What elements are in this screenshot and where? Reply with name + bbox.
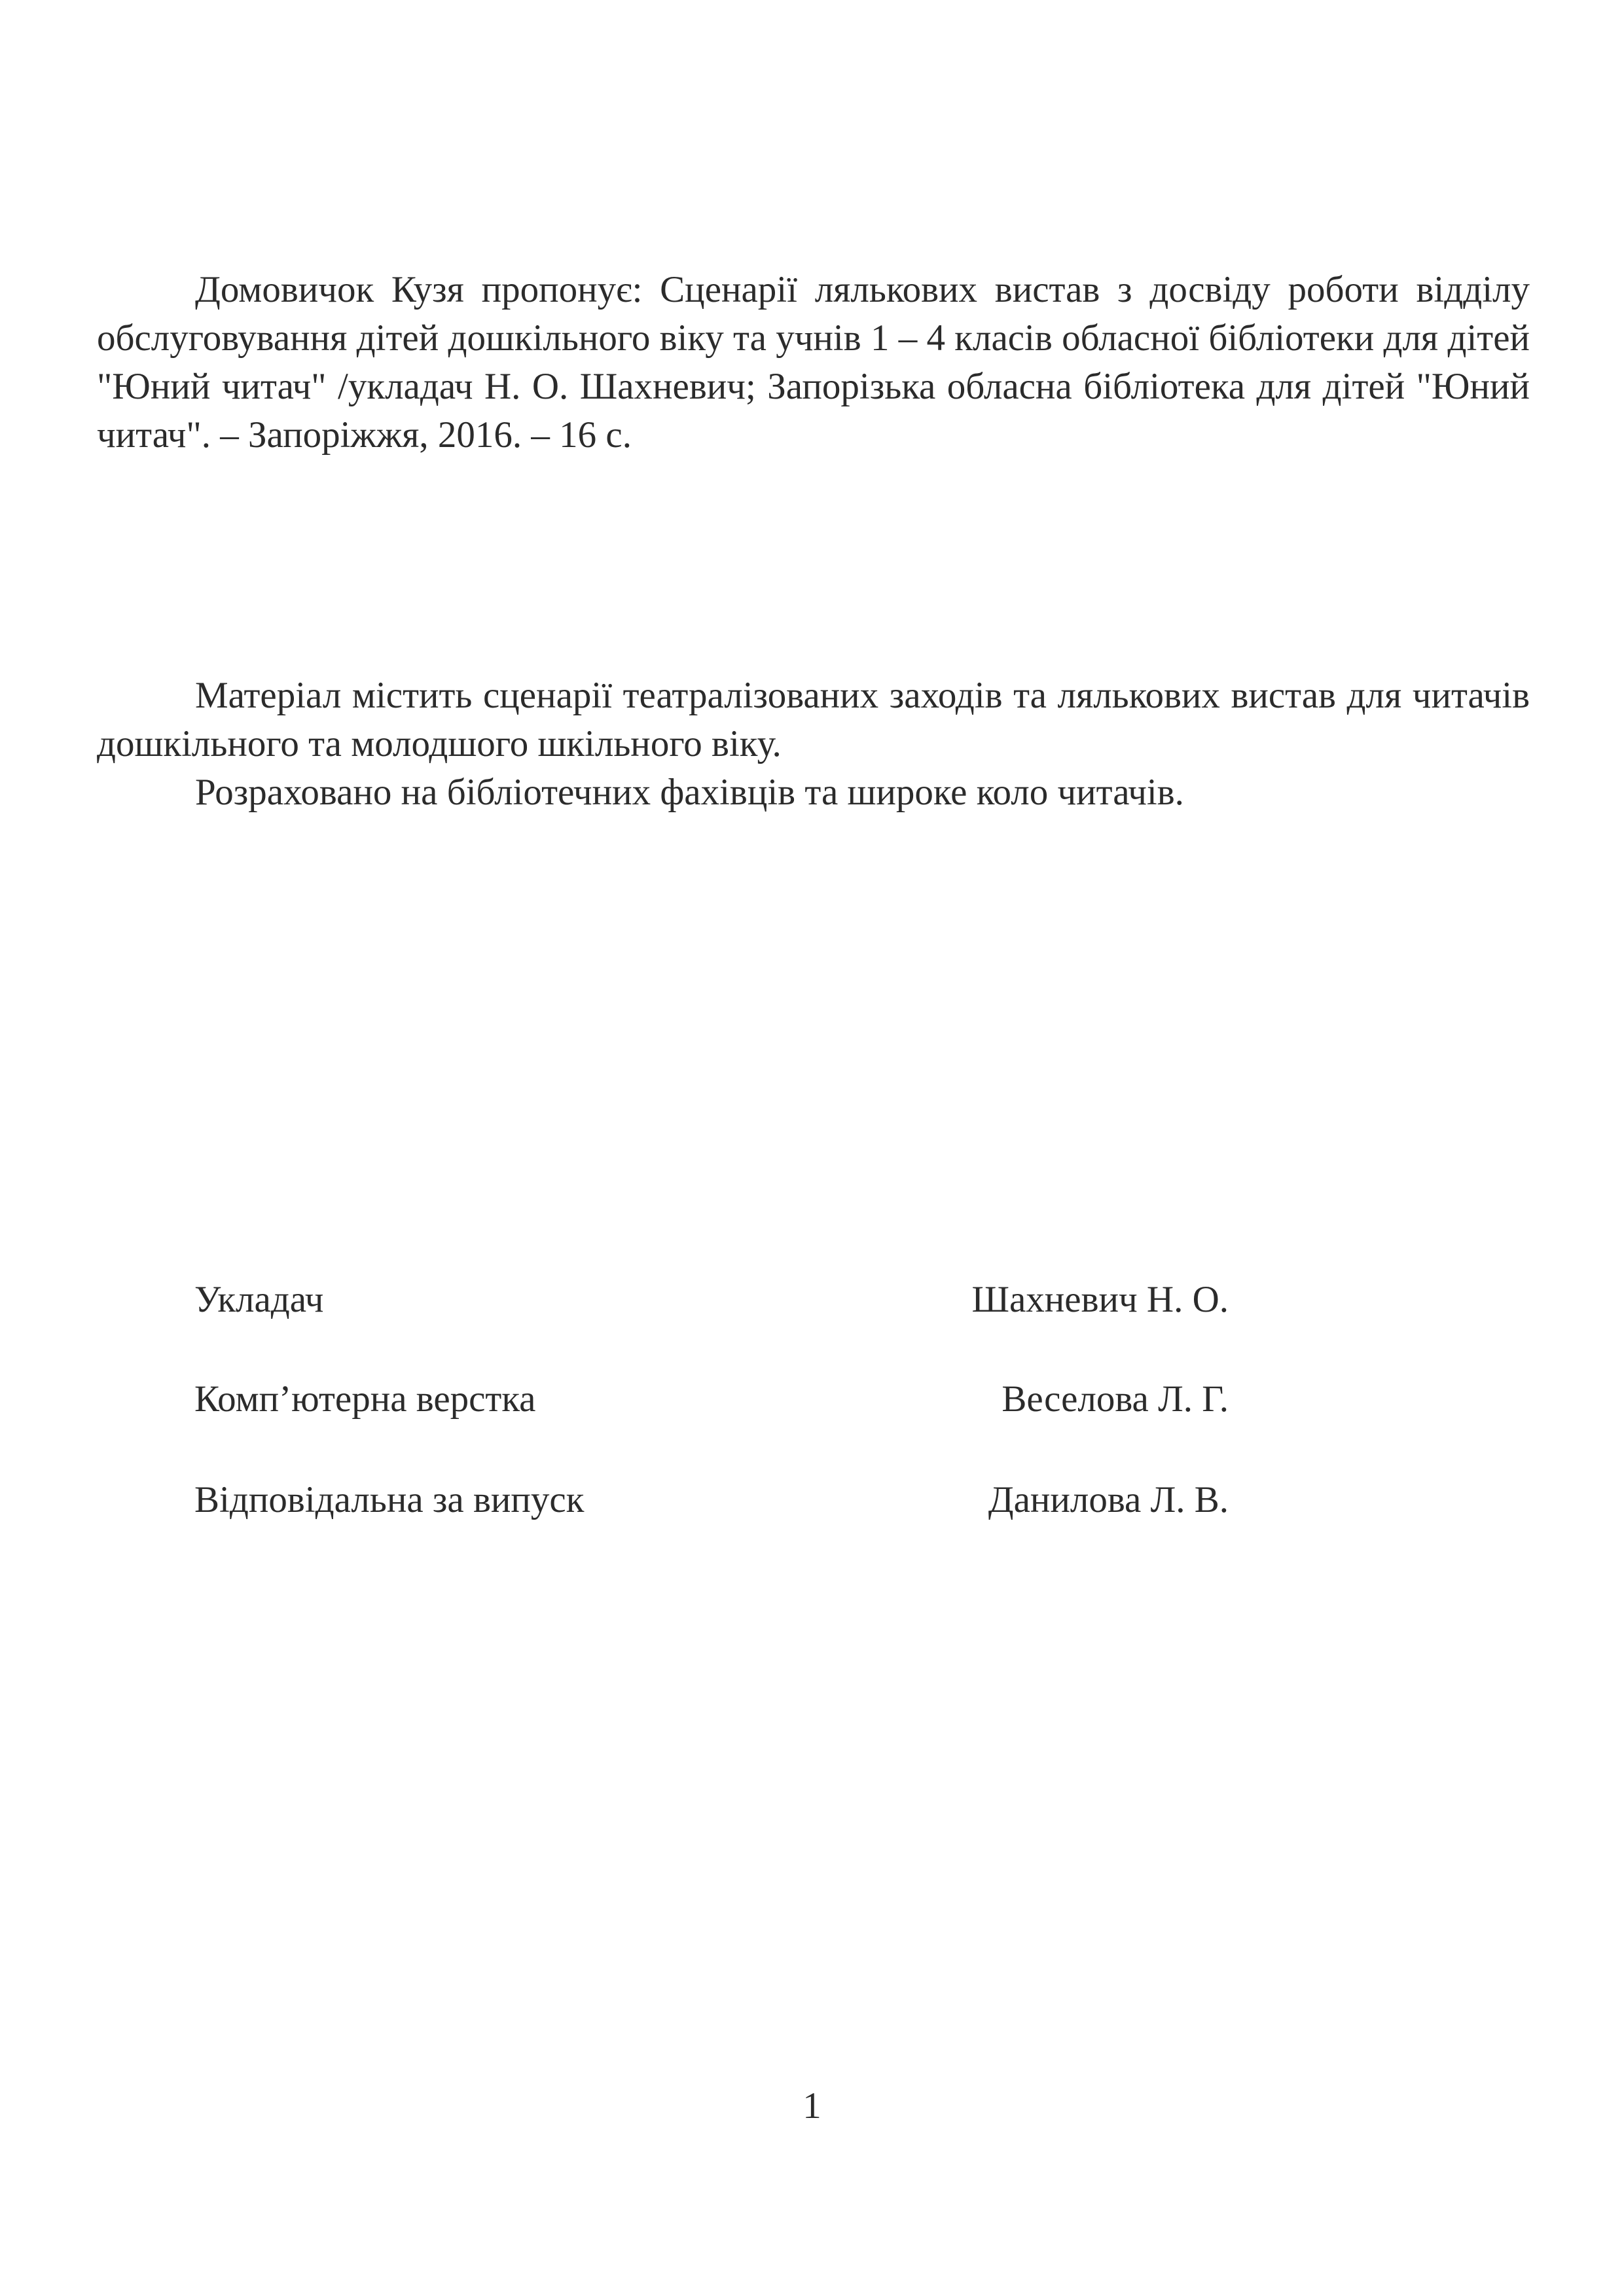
credit-name: Веселова Л. Г. xyxy=(1001,1378,1229,1420)
page-number: 1 xyxy=(803,2085,821,2126)
credit-role: Комп’ютерна верстка xyxy=(194,1378,536,1420)
credit-role: Відповідальна за випуск xyxy=(194,1479,585,1520)
credit-role: Укладач xyxy=(194,1279,324,1320)
annotation-material: Матеріал містить сценарії театралізованих заходів та лялькових вистав для читачів дошкільного та молодшого шкільного віку. xyxy=(97,675,1530,764)
annotation-audience: Розраховано на бібліотечних фахівців та широке коло читачів. xyxy=(195,772,1184,813)
credit-name: Шахневич Н. О. xyxy=(971,1279,1229,1320)
credit-row-compiler xyxy=(194,1274,1229,1326)
credit-row-responsible xyxy=(194,1474,1229,1526)
credit-name: Данилова Л. В. xyxy=(988,1479,1229,1520)
credit-row-layout xyxy=(194,1373,1229,1426)
bibliographic-citation: Домовичок Кузя пропонує: Сценарії лялькових вистав з досвіду роботи відділу обслуговування дітей дошкільного віку та учнів 1 – 4 класів обласної бібліотеки для дітей "Юний читач" /укладач Н. О. Шахневич; Запорізька обласна бібліотека для дітей "Юний читач". – Запоріжжя, 2016. – 16 с. xyxy=(97,269,1530,456)
